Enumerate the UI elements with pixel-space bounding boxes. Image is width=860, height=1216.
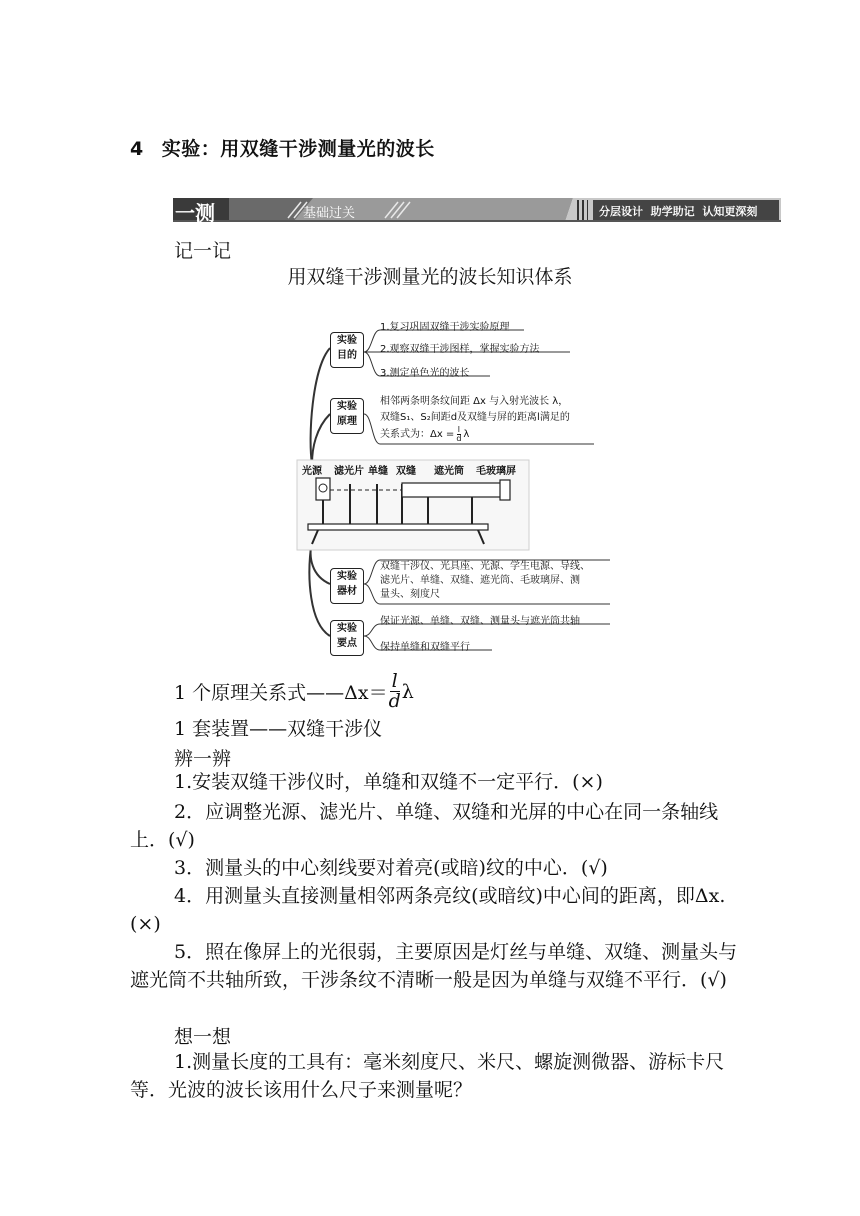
banner-right-text: 分层设计 助学助记 认知更深刻 — [599, 205, 758, 218]
equipment-label-2: 器材 — [337, 586, 357, 597]
purpose-label-1: 实验 — [337, 335, 357, 346]
principle-box — [330, 398, 364, 434]
equipment-line: 量头、刻度尺 — [380, 589, 440, 600]
principle-text — [380, 394, 570, 443]
summary-apparatus: 1 套装置——双缝干涉仪 — [174, 718, 383, 740]
page-title — [130, 134, 435, 161]
apparatus-label-tube: 遮光筒 — [434, 466, 464, 477]
principle-label-2: 原理 — [337, 416, 357, 427]
apparatus-label-double-slit: 双缝 — [396, 466, 416, 477]
principle-line: 双缝S₁、S₂间距d及双缝与屏的距离l满足的 — [380, 412, 570, 423]
summary-fraction — [389, 672, 401, 711]
knowledge-mindmap — [294, 318, 619, 658]
purpose-item: 2.观察双缝干涉图样，掌握实验方法 — [380, 344, 540, 355]
statement-item: 2．应调整光源、滤光片、单缝、双缝和光屏的中心在同一条轴线上．(√) — [130, 801, 719, 851]
apparatus-label-screen: 毛玻璃屏 — [476, 466, 516, 477]
statement-item: 3．测量头的中心刻线要对着亮(或暗)纹的中心．(√) — [174, 857, 608, 879]
summary-principle-text: 1 个原理关系式——Δx＝ — [174, 682, 388, 704]
title-text: 实验：用双缝干涉测量光的波长 — [161, 138, 435, 160]
apparatus-label-filter: 滤光片 — [334, 466, 364, 477]
summary-fraction-numerator: l — [391, 670, 398, 692]
summary-principle — [174, 672, 414, 711]
section-banner — [173, 198, 781, 225]
section-discriminate: 辨一辨 — [174, 748, 232, 770]
banner-middle-text: 基础过关 — [303, 206, 356, 221]
equipment-line: 双缝干涉仪、光具座、光源、学生电源、导线、 — [380, 561, 590, 572]
principle-formula-line — [380, 426, 570, 443]
fraction-numerator: l — [457, 425, 460, 434]
equipment-line: 滤光片、单缝、双缝、遮光筒、毛玻璃屏、测 — [380, 575, 580, 586]
statement-item: 5．照在像屏上的光很弱，主要原因是灯丝与单缝、双缝、测量头与遮光筒不共轴所致，干涉条纹不清晰一般是因为单缝与双缝不平行．(√) — [130, 941, 738, 991]
equipment-label-1: 实验 — [337, 571, 357, 582]
keypoints-label-2: 要点 — [337, 638, 357, 649]
equipment-box — [330, 568, 364, 604]
formula-tail: λ — [463, 428, 470, 440]
purpose-item: 3.测定单色光的波长 — [380, 368, 470, 379]
purpose-item: 1.复习巩固双缝干涉实验原理 — [380, 322, 510, 333]
principle-fraction — [456, 426, 461, 443]
banner-left-text: 一测 — [175, 201, 215, 225]
purpose-label-2: 目的 — [337, 350, 357, 361]
keypoint-item: 保证光源、单缝、双缝、测量头与遮光筒共轴 — [380, 616, 580, 627]
summary-fraction-denominator: d — [388, 690, 401, 712]
section-remember: 记一记 — [174, 240, 232, 262]
keypoints-label-1: 实验 — [337, 623, 357, 634]
statement-item: 4．用测量头直接测量相邻两条亮纹(或暗纹)中心间的距离，即Δx.(×) — [130, 885, 726, 935]
apparatus-label-single-slit: 单缝 — [368, 466, 388, 477]
fraction-denominator: d — [456, 434, 462, 443]
section-think: 想一想 — [174, 1026, 232, 1048]
diagram-title: 用双缝干涉测量光的波长知识体系 — [287, 266, 573, 288]
principle-line: 相邻两条明条纹间距 Δx 与入射光波长 λ， — [380, 396, 569, 407]
title-number: 4 — [130, 138, 144, 160]
apparatus-label-light-source: 光源 — [302, 466, 322, 477]
keypoints-box — [330, 620, 364, 656]
question-item: 1.测量长度的工具有：毫米刻度尺、米尺、螺旋测微器、游标卡尺等．光波的波长该用什么尺子来测量呢？ — [130, 1051, 725, 1101]
keypoint-item: 保持单缝和双缝平行 — [380, 642, 470, 653]
summary-principle-tail: λ — [401, 680, 414, 703]
principle-label-1: 实验 — [337, 401, 357, 412]
statement-item: 1.安装双缝干涉仪时，单缝和双缝不一定平行．(×) — [174, 771, 603, 793]
purpose-box — [330, 332, 364, 368]
principle-line: 关系式为：Δx = — [380, 428, 455, 440]
equipment-text — [380, 560, 590, 602]
